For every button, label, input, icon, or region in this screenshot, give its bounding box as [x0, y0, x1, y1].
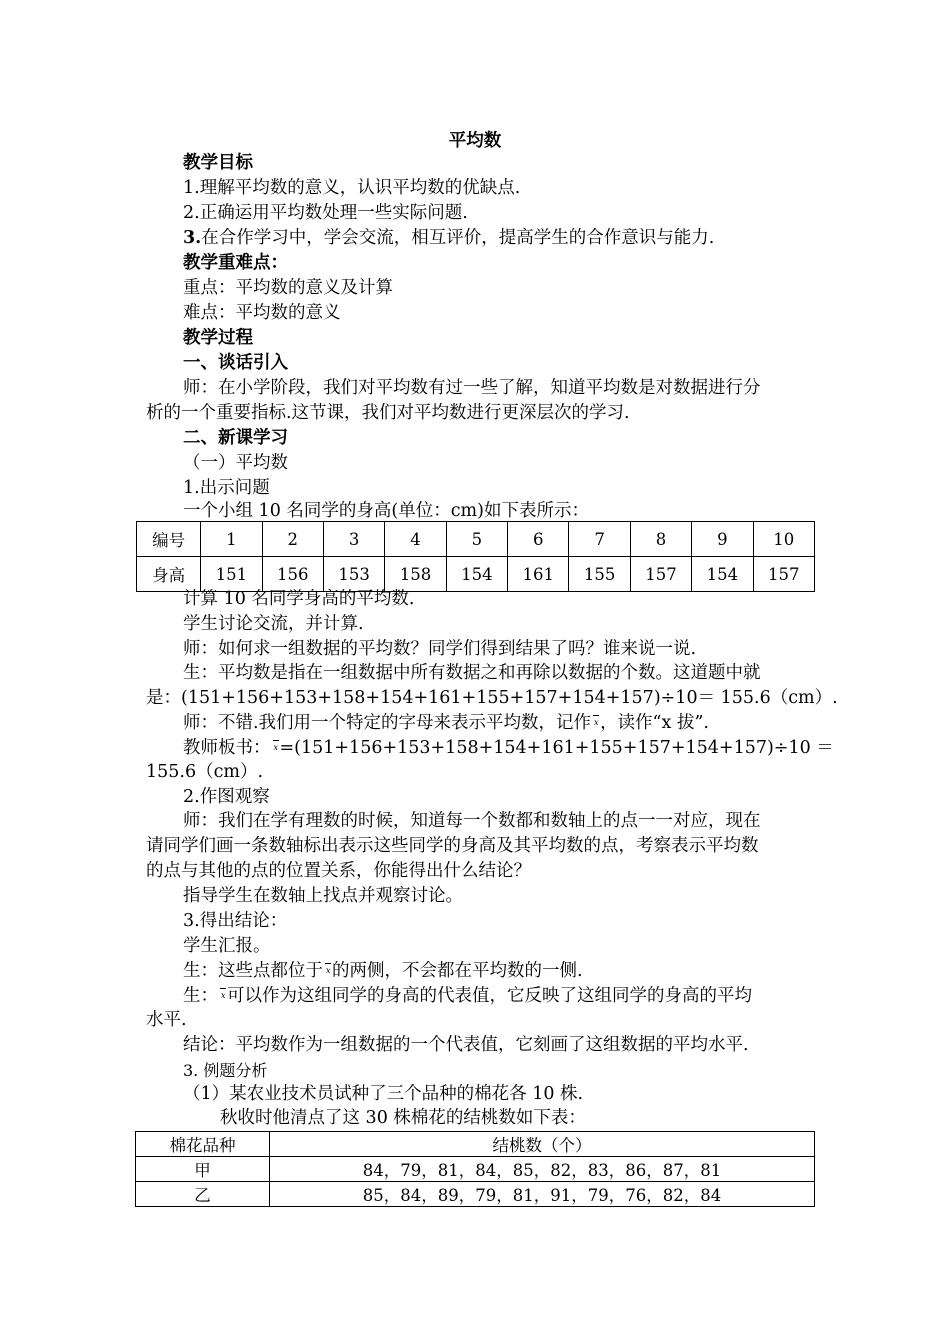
student-statement-2: [183, 983, 752, 1009]
guide-text: 指导学生在数轴上找点并观察讨论。: [183, 886, 463, 906]
table-cell: 5: [446, 522, 507, 557]
x-bar-letter: x: [273, 743, 279, 752]
student-report: 学生汇报。: [183, 936, 271, 956]
intro-line-1: 师：在小学阶段，我们对平均数有过一些了解，知道平均数是对数据进行分: [183, 378, 761, 398]
x-bar-letter: x: [221, 991, 226, 1000]
table-cell: 10: [753, 522, 814, 557]
table-cell: 151: [201, 557, 262, 592]
step-3: 3.得出结论：: [183, 911, 288, 931]
table-row: [136, 1157, 815, 1182]
statement-1-start: 生：这些点都位于: [183, 961, 323, 981]
table-cell: 1: [201, 522, 262, 557]
draw-line-1: 师：我们在学有理数的时候，知道每一个数都和数轴上的点一一对应，现在: [183, 811, 761, 831]
step-4: 3. 例题分析: [183, 1061, 268, 1080]
example-1: （1）某农业技术员试种了三个品种的棉花各 10 株.: [183, 1084, 584, 1104]
table-cell: 161: [508, 557, 569, 592]
goal-3-number: 3.: [183, 228, 202, 248]
table-header-cell: 结桃数（个）: [270, 1132, 815, 1157]
teacher-question: 师：如何求一组数据的平均数？同学们得到结果了吗？谁来说一说.: [183, 639, 697, 659]
x-bar-symbol: [323, 958, 332, 980]
table-cell: 2: [262, 522, 323, 557]
table-header-cell: 棉花品种: [136, 1132, 270, 1157]
student-statement-2-cont: 水平.: [146, 1010, 187, 1030]
difficult-point: 难点：平均数的意义: [183, 303, 341, 323]
statement-2-end: 可以作为这组同学的身高的代表值，它反映了这组同学的身高的平均: [227, 986, 752, 1006]
x-bar-letter: x: [326, 966, 331, 975]
table-cell: 3: [323, 522, 384, 557]
draw-line-3: 的点与其他的点的位置关系，你能得出什么结论？: [146, 861, 531, 881]
board-writing: [183, 735, 834, 761]
subsection-1: （一）平均数: [183, 453, 288, 473]
student-statement-1: [183, 958, 583, 984]
process-heading: 教学过程: [183, 328, 253, 348]
table-cell: 158: [385, 557, 446, 592]
intro-line-2: 析的一个重要指标.这节课，我们对平均数进行更深层次的学习.: [146, 403, 630, 423]
table-cell: 157: [630, 557, 691, 592]
statement-2-start: 生：: [183, 986, 218, 1006]
keypoints-heading: 教学重难点：: [183, 253, 288, 273]
table-cell: 9: [692, 522, 753, 557]
table-cell: 7: [569, 522, 630, 557]
statement-1-end: 的两侧，不会都在平均数的一侧.: [332, 961, 583, 981]
board-result: 155.6（cm）.: [146, 762, 264, 782]
part1-heading: 一、谈话引入: [183, 353, 288, 373]
table-cell: 154: [692, 557, 753, 592]
x-bar-symbol: [591, 710, 600, 732]
table-cell: 155: [569, 557, 630, 592]
step-1: 1.出示问题: [183, 478, 270, 498]
key-point: 重点：平均数的意义及计算: [183, 278, 393, 298]
board-label: 教师板书：: [183, 738, 271, 758]
goal-3: [183, 226, 714, 251]
x-bar-symbol: [271, 735, 280, 757]
cotton-table: [135, 1131, 815, 1207]
table-cell: 乙: [136, 1182, 270, 1207]
example-2: 秋收时他清点了这 30 株棉花的结桃数如下表：: [220, 1108, 586, 1128]
table-cell: 156: [262, 557, 323, 592]
page-title: 平均数: [448, 131, 502, 151]
table-header-row: [136, 1132, 815, 1157]
step-2: 2.作图观察: [183, 787, 270, 807]
goal-1: 1.理解平均数的意义，认识平均数的优缺点.: [183, 178, 521, 198]
goal-3-text: 在合作学习中，学会交流，相互评价，提高学生的合作意识与能力.: [201, 228, 715, 248]
draw-line-2: 请同学们画一条数轴标出表示这些同学的身高及其平均数的点，考察表示平均数: [146, 836, 759, 856]
goals-heading: 教学目标: [183, 153, 253, 173]
table-cell: 8: [630, 522, 691, 557]
table-row: [136, 1182, 815, 1207]
height-table: [136, 521, 815, 592]
table-cell: 85，84，89，79，81，91，79，76，82，84: [270, 1182, 815, 1207]
problem-text: 一个小组 10 名同学的身高(单位：cm)如下表所示：: [183, 501, 589, 521]
table-row: [137, 522, 815, 557]
student-answer-2: 是：(151+156+153+158+154+161+155+157+154+157)÷10＝ 155.6（cm）.: [146, 688, 838, 708]
table-cell: 6: [508, 522, 569, 557]
table-cell: 4: [385, 522, 446, 557]
teacher-notation: [183, 710, 709, 736]
table-cell: 编号: [137, 522, 201, 557]
table-cell: 甲: [136, 1157, 270, 1182]
goal-2: 2.正确运用平均数处理一些实际问题.: [183, 203, 468, 223]
student-answer-1: 生：平均数是指在一组数据中所有数据之和再除以数据的个数。这道题中就: [183, 663, 761, 683]
teacher-notation-text: 师：不错.我们用一个特定的字母来表示平均数，记作: [183, 713, 592, 733]
x-bar-symbol: [218, 983, 227, 1005]
table-cell: 154: [446, 557, 507, 592]
teacher-notation-read: ，读作“x 拔”.: [600, 713, 709, 733]
conclusion: 结论：平均数作为一组数据的一个代表值，它刻画了这组数据的平均水平.: [183, 1035, 749, 1055]
table-cell: 84，79，81，84，85，82，83，86，87，81: [270, 1157, 815, 1182]
discussion: 学生讨论交流，并计算.: [183, 614, 364, 634]
table-cell: 157: [753, 557, 814, 592]
part2-heading: 二、新课学习: [183, 428, 288, 448]
table-cell: 身高: [137, 557, 201, 592]
table-cell: 153: [323, 557, 384, 592]
calc-task: 计算 10 名同学身高的平均数.: [183, 589, 415, 609]
x-bar-letter: x: [594, 718, 599, 727]
board-formula: =(151+156+153+158+154+161+155+157+154+157)÷10 ＝: [279, 738, 834, 758]
